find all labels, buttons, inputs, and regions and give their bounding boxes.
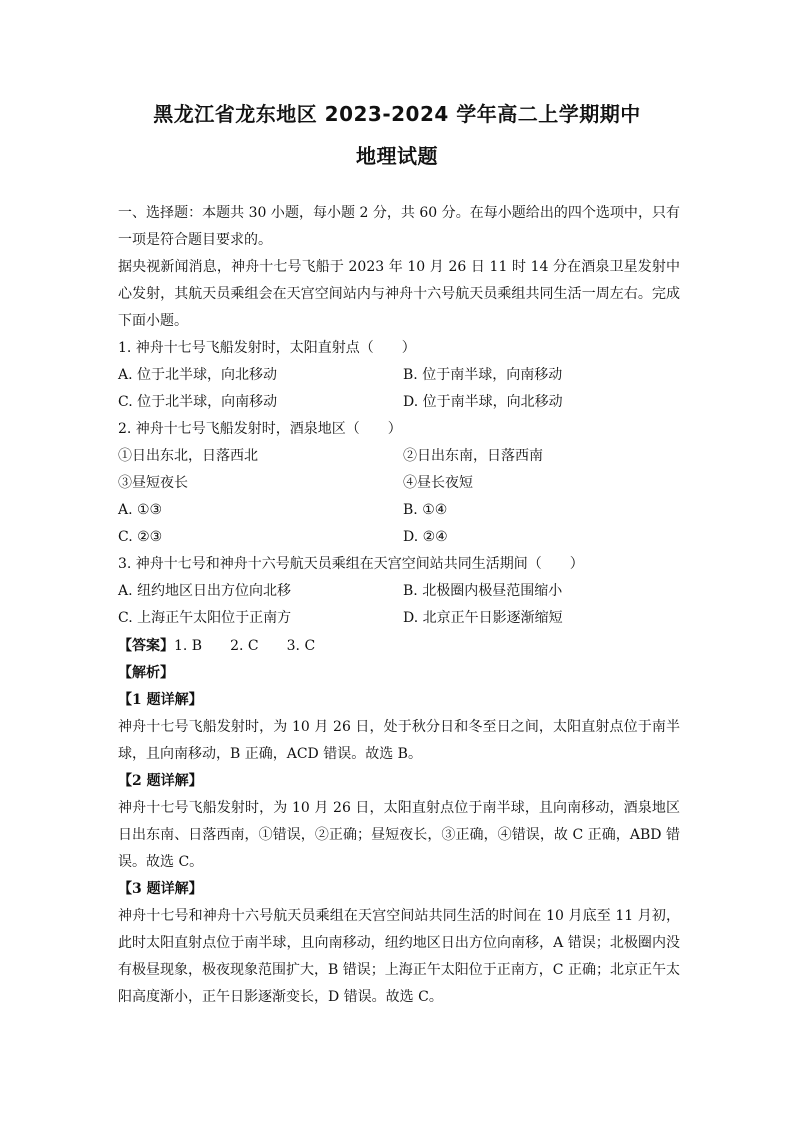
question-2-statement-2: ②日出东南，日落西南: [403, 448, 543, 464]
question-2-statement-1: ①日出东北，日落西北: [118, 448, 258, 464]
question-1-option-c: C. 位于北半球，向南移动: [118, 394, 278, 410]
question-1-option-a: A. 位于北半球，向北移动: [118, 367, 278, 383]
question-2-option-c: C. ②③: [118, 529, 163, 545]
analysis-label: 【解析】: [118, 665, 174, 681]
question-2-option-a: A. ①③: [118, 502, 163, 518]
answer-1: 1. B: [174, 638, 203, 654]
question-1-options-row-1: [118, 362, 680, 389]
detail-1-label: 【1 题详解】: [118, 692, 203, 708]
question-3-option-d: D. 北京正午日影逐渐缩短: [403, 610, 563, 626]
question-2-options-row-2: [118, 524, 680, 551]
question-2-stem: 2. 神舟十七号飞船发射时，酒泉地区（ ）: [118, 421, 402, 437]
question-1-option-d: D. 位于南半球，向北移动: [403, 394, 563, 410]
section-instructions: 一、选择题：本题共 30 小题，每小题 2 分，共 60 分。在每小题给出的四个选项中，只有一项是符合题目要求的。: [118, 205, 680, 248]
question-3-option-b: B. 北极圈内极昼范围缩小: [403, 583, 563, 599]
answer-3: 3. C: [286, 638, 316, 654]
question-2-option-d: D. ②④: [403, 529, 448, 545]
question-2-options-row-1: [118, 497, 680, 524]
question-1-stem: 1. 神舟十七号飞船发射时，太阳直射点（ ）: [118, 340, 416, 356]
question-1-option-b: B. 位于南半球，向南移动: [403, 367, 563, 383]
question-2-statements-row-1: [118, 443, 680, 470]
question-3-stem: 3. 神舟十七号和神舟十六号航天员乘组在天宫空间站共同生活期间（ ）: [118, 556, 584, 572]
question-2-statement-3: ③昼短夜长: [118, 475, 188, 491]
question-2-statement-4: ④昼长夜短: [403, 475, 473, 491]
question-passage: 据央视新闻消息，神舟十七号飞船于 2023 年 10 月 26 日 11 时 14 分在酒泉卫星发射中心发射，其航天员乘组会在天宫空间站内与神舟十六号航天员乘组共同生活一周左右。完成下面小题。: [118, 259, 680, 329]
question-2-statements-row-2: [118, 470, 680, 497]
document-subtitle: 地理试题: [356, 144, 438, 168]
detail-2-text: 神舟十七号飞船发射时，为 10 月 26 日，太阳直射点位于南半球，且向南移动，酒泉地区日出东南、日落西南，①错误，②正确；昼短夜长，③正确，④错误，故 C 正确，ABD 错误。故选 C。: [118, 800, 680, 870]
detail-1-text: 神舟十七号飞船发射时，为 10 月 26 日，处于秋分日和冬至日之间，太阳直射点位于南半球，且向南移动，B 正确，ACD 错误。故选 B。: [118, 719, 680, 762]
question-1-options-row-2: [118, 389, 680, 416]
answer-2: 2. C: [230, 638, 259, 654]
question-3-options-row-1: [118, 578, 680, 605]
question-3-option-c: C. 上海正午太阳位于正南方: [118, 610, 292, 626]
question-3-option-a: A. 纽约地区日出方位向北移: [118, 583, 292, 599]
detail-3-label: 【3 题详解】: [118, 881, 203, 897]
document-title: 黑龙江省龙东地区 2023-2024 学年高二上学期期中: [153, 102, 641, 126]
answer-label: 【答案】: [118, 638, 174, 654]
answer-line: [118, 633, 315, 660]
question-2-option-b: B. ①④: [403, 502, 448, 518]
detail-3-text: 神舟十七号和神舟十六号航天员乘组在天宫空间站共同生活的时间在 10 月底至 11 月初，此时太阳直射点位于南半球，且向南移动，纽约地区日出方位向南移，A 错误；北极圈内没有极昼现象，极夜现象范围扩大，B 错误；上海正午太阳位于正南方，C 正确；北京正午太阳高度渐小，正午日影逐渐变长，D 错误。故选 C。: [118, 908, 680, 1005]
detail-2-label: 【2 题详解】: [118, 773, 203, 789]
question-3-options-row-2: [118, 605, 680, 632]
